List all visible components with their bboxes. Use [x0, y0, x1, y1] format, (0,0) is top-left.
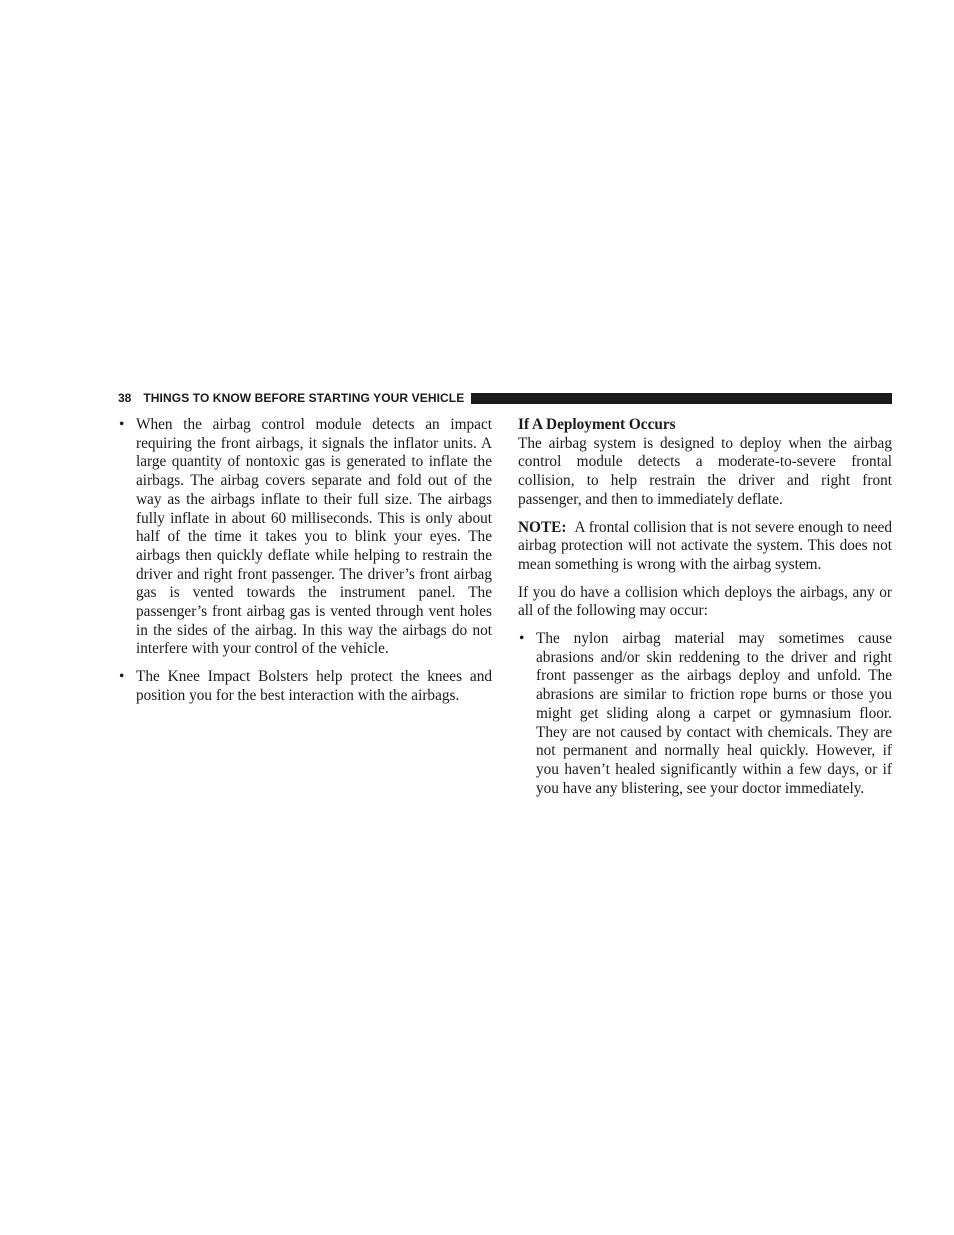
note-text: A frontal collision that is not severe enough to need airbag protection will not activate the system. This does not mean something is wrong with the airbag system. [518, 518, 892, 573]
bullet-icon: • [119, 416, 125, 433]
page-number: 38 [118, 391, 132, 405]
right-column [518, 416, 892, 807]
bullet-item [118, 668, 492, 705]
bullet-item [118, 416, 492, 659]
bullet-icon: • [119, 668, 125, 686]
bullet-icon: • [519, 630, 525, 648]
section-subheading: If A Deployment Occurs [518, 416, 676, 433]
note-label: NOTE: [518, 518, 567, 536]
bullet-item [518, 630, 892, 798]
left-column [118, 416, 492, 715]
bullet-text: The Knee Impact Bolsters help protect the knees and position you for the best interaction with the airbags. [136, 668, 492, 704]
note-paragraph [518, 519, 892, 575]
bullet-text: The nylon airbag material may sometimes cause abrasions and/or skin reddening to the driver and right front passenger as the airbags deploy and unfold. The abrasions are similar to friction rope burns or those you might get sliding along a carpet or gymnasium floor. They are not caused by contact with chemicals. They are not permanent and normally heal quickly. However, if you haven’t healed significantly within a few days, or if you have any blistering, see your doctor immediately. [536, 630, 892, 797]
paragraph: If you do have a collision which deploys the airbags, any or all of the following may occur: [518, 583, 892, 620]
header-rule [471, 393, 892, 404]
page-header [118, 388, 892, 408]
paragraph: The airbag system is designed to deploy when the airbag control module detects a moderate-to-severe frontal collision, to help restrain the driver and right front passenger, and then to immediately deflate. [518, 434, 892, 508]
bullet-text: When the airbag control module detects an impact requiring the front airbags, it signals the inflator units. A large quantity of nontoxic gas is generated to inflate the airbags. The airbag covers separate and fold out of the way as the airbags inflate to their full size. The airbags fully inflate in about 60 milliseconds. This is only about half of the time it takes you to blink your eyes. The airbags then quickly deflate while helping to restrain the driver and right front passenger. The driver’s front airbag gas is vented towards the instrument panel. The passenger’s front airbag gas is vented through vent holes in the sides of the airbag. In this way the airbags do not interfere with your control of the vehicle. [136, 416, 492, 658]
section-title: THINGS TO KNOW BEFORE STARTING YOUR VEHICLE [143, 391, 465, 405]
